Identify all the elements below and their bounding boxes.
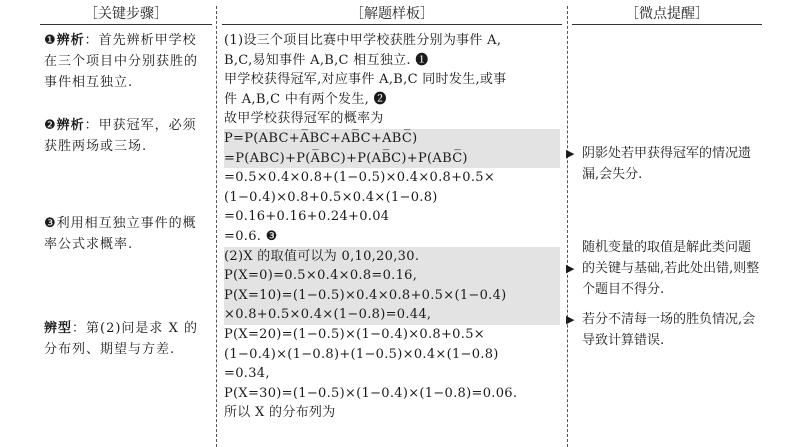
tip-2 bbox=[566, 237, 760, 300]
step-1-marker: ❶ bbox=[44, 33, 57, 48]
solution-line: =0.34, bbox=[224, 366, 270, 382]
tip-1-arrow-icon: ▶ bbox=[566, 147, 575, 160]
solution-line: P=P(ABC+A̅BC+AB̅C+ABC̅) bbox=[224, 129, 560, 149]
step-2-text: ：甲获冠军，必须获胜两场或三场. bbox=[44, 118, 197, 154]
solution-column bbox=[222, 0, 562, 447]
solution-line: 所以 X 的分布列为 bbox=[224, 405, 336, 421]
solution-header-label: ［ 解题样板 ］ bbox=[344, 3, 440, 23]
solution-line: =P(ABC)+P(A̅BC)+P(AB̅C)+P(ABC̅) bbox=[224, 149, 560, 169]
solution-line: (1−0.4)×0.8+0.5×0.4×(1−0.8) bbox=[224, 189, 438, 205]
solution-line: B,C,易知事件 A,B,C 相互独立. ❶ bbox=[224, 52, 429, 68]
step-2-label: 辨析 bbox=[56, 118, 85, 133]
step-2 bbox=[44, 115, 210, 157]
solution-line: 故甲学校获得冠军的概率为 bbox=[224, 111, 384, 127]
step-4-label: 辨型 bbox=[44, 321, 73, 336]
solution-line: P(X=30)=(1−0.5)×(1−0.4)×(1−0.8)=0.06. bbox=[224, 385, 518, 401]
tip-3 bbox=[566, 309, 760, 351]
tip-2-text: 随机变量的取值是解此类问题的关键与基础,若此处出错,则整个题目不得分. bbox=[582, 240, 760, 297]
tips-column bbox=[566, 0, 762, 447]
tip-3-text: 若分不清每一场的胜负情况,会导致计算错误. bbox=[582, 312, 756, 348]
tips-header bbox=[572, 2, 762, 24]
solution-line: P(X=10)=(1−0.5)×0.4×0.8+0.5×(1−0.4) bbox=[224, 286, 560, 306]
steps-column bbox=[40, 0, 212, 447]
tips-header-label: ［ 微点提醒 ］ bbox=[619, 3, 715, 23]
tip-1-text: 阴影处若甲获得冠军的情况遗漏,会失分. bbox=[582, 146, 752, 182]
step-1 bbox=[44, 30, 210, 93]
solution-line: P(X=20)=(1−0.5)×(1−0.4)×0.8+0.5× bbox=[224, 326, 485, 342]
solution-line: ×0.8+0.5×0.4×(1−0.8)=0.44, bbox=[224, 305, 560, 325]
solution-line: (1−0.4)×(1−0.8)+(1−0.5)×0.4×(1−0.8) bbox=[224, 346, 499, 362]
step-1-text: ：首先辨析甲学校在三个项目中分别获胜的事件相互独立. bbox=[44, 33, 199, 90]
steps-header bbox=[40, 2, 212, 24]
step-4 bbox=[44, 318, 210, 360]
solution-line: =0.6. ❸ bbox=[224, 228, 278, 244]
step-1-label: 辨析 bbox=[56, 33, 85, 48]
tip-1 bbox=[566, 143, 760, 185]
solution-line: (2)X 的取值可以为 0,10,20,30. bbox=[224, 247, 560, 267]
divider-right bbox=[567, 6, 568, 447]
tips-header-rule bbox=[572, 24, 762, 25]
step-2-marker: ❷ bbox=[44, 118, 57, 133]
solution-line: 甲学校获得冠军,对应事件 A,B,C 同时发生,或事 bbox=[224, 72, 507, 88]
solution-line: =0.16+0.16+0.24+0.04 bbox=[224, 209, 390, 225]
step-4-text: ：第(2)问是求 X 的分布列、期望与方差. bbox=[44, 321, 198, 357]
solution-line: =0.5×0.4×0.8+(1−0.5)×0.4×0.8+0.5× bbox=[224, 170, 496, 186]
steps-header-label: ［ 关键步骤 ］ bbox=[78, 3, 174, 23]
solution-header bbox=[222, 2, 562, 24]
solution-line: P(X=0)=0.5×0.4×0.8=0.16, bbox=[224, 266, 560, 286]
step-3-text: 利用相互独立事件的概率公式求概率. bbox=[44, 216, 197, 252]
divider-left bbox=[216, 6, 217, 447]
tip-2-arrow-icon: ▶ bbox=[566, 262, 575, 275]
solution-header-rule bbox=[222, 24, 562, 25]
step-3-marker: ❸ bbox=[44, 216, 57, 231]
step-3 bbox=[44, 213, 210, 255]
tip-3-arrow-icon: ▶ bbox=[566, 313, 575, 326]
solution-line: 件 A,B,C 中有两个发生, ❷ bbox=[224, 91, 387, 107]
solution-lines bbox=[224, 31, 560, 423]
solution-line: (1)设三个项目比赛中甲学校获胜分别为事件 A, bbox=[224, 33, 502, 48]
steps-header-rule bbox=[40, 24, 212, 25]
